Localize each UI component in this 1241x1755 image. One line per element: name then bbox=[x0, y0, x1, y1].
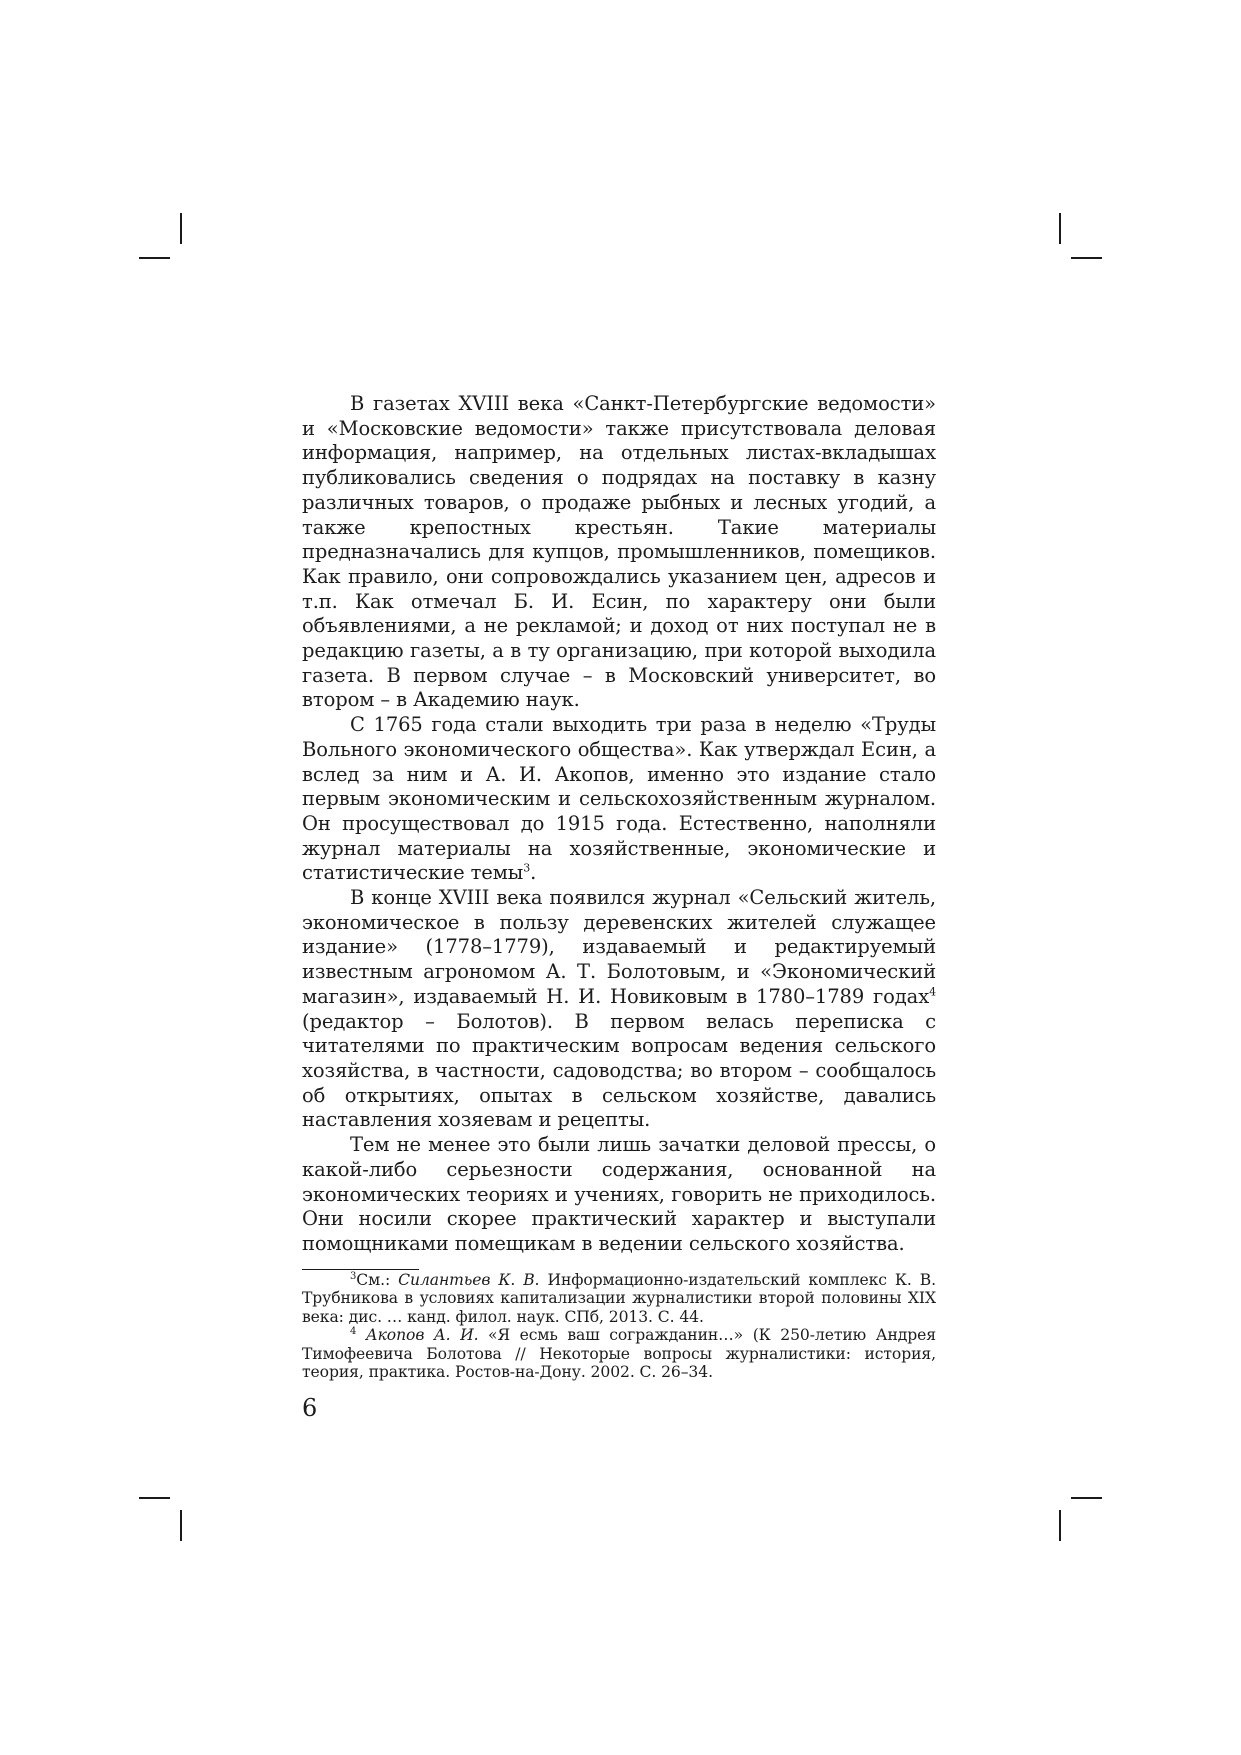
text-block bbox=[302, 392, 936, 1382]
crop-mark-bottom-right-horizontal bbox=[1071, 1497, 1102, 1499]
footnote-4-author: Акопов А. И. bbox=[365, 1326, 479, 1345]
paragraph-1: В газетах XVIII века «Санкт-Петербургские ведомости» и «Московские ведомости» также присутствовала деловая информация, например, на отдельных листах-вкладышах публиковались сведения о подрядах на поставку в казну различных товаров, о продаже рыбных и лесных угодий, а также крепостных крестьян. Такие материалы предназначались для купцов, промышленников, помещиков. Как правило, они сопровождались указанием цен, адресов и т.п. Как отмечал Б. И. Есин, по характеру они были объявлениями, а не рекламой; и доход от них поступал не в редакцию газеты, а в ту организацию, при которой выходила газета. В первом случае – в Московский университет, во втором – в Академию наук. bbox=[302, 392, 936, 712]
crop-mark-bottom-right-vertical bbox=[1059, 1510, 1061, 1541]
paragraph-2-tail: . bbox=[530, 861, 537, 885]
footnote-3-prefix: См.: bbox=[356, 1270, 399, 1289]
crop-mark-top-left-horizontal bbox=[139, 257, 170, 259]
paragraph-3-text: В конце XVIII века появился журнал «Сельский житель, экономическое в пользу деревенских жителей служащее издание» (1778–1779), издаваемый и редактируемый известным агрономом А. Т. Болотовым, и «Экономический магазин», издаваемый Н. И. Новиковым в 1780–1789 годах bbox=[302, 886, 936, 1008]
footnote-3-text: Информационно-издательский комплекс К. В. Трубникова в условиях капитализации журналистики второй половины XIX века: дис. … канд. филол. наук. СПб, 2013. С. 44. bbox=[302, 1270, 936, 1326]
paragraph-2 bbox=[302, 713, 936, 886]
footnote-ref-3: 3 bbox=[523, 861, 531, 875]
paragraph-3 bbox=[302, 886, 936, 1133]
crop-mark-top-left-vertical bbox=[180, 213, 182, 244]
footnote-ref-4: 4 bbox=[929, 985, 936, 999]
crop-mark-bottom-left-horizontal bbox=[139, 1497, 170, 1499]
footnote-3-marker: 3 bbox=[350, 1270, 357, 1282]
footnote-4 bbox=[302, 1326, 936, 1382]
footnote-4-text: «Я есмь ваш согражданин…» (К 250-летию Андрея Тимофеевича Болотова // Некоторые вопросы журналистики: история, теория, практика. Ростов-на-Дону. 2002. С. 26–34. bbox=[302, 1326, 936, 1382]
footnotes bbox=[302, 1271, 936, 1382]
footnote-3-author: Силантьев К. В. bbox=[398, 1270, 540, 1289]
crop-mark-bottom-left-vertical bbox=[180, 1510, 182, 1541]
footnote-4-marker: 4 bbox=[350, 1325, 357, 1337]
paragraph-3-tail: (редактор – Болотов). В первом велась переписка с читателями по практическим вопросам ведения сельского хозяйства, в частности, садоводства; во втором – сообщалось об открытиях, опытах в сельском хозяйстве, давались наставления хозяевам и рецепты. bbox=[302, 1009, 936, 1132]
crop-mark-top-right-horizontal bbox=[1071, 257, 1102, 259]
body-text bbox=[302, 392, 936, 1257]
paragraph-2-text: С 1765 года стали выходить три раза в неделю «Труды Вольного экономического общества». Как утверждал Есин, а вслед за ним и А. И. Акопов, именно это издание стало первым экономическим и сельскохозяйственным журналом. Он просуществовал до 1915 года. Естественно, наполняли журнал материалы на хозяйственные, экономические и статистические темы bbox=[302, 713, 936, 885]
paragraph-4: Тем не менее это были лишь зачатки деловой прессы, о какой-либо серьезности содержания, основанной на экономических теориях и учениях, говорить не приходилось. Они носили скорее практический характер и выступали помощниками помещикам в ведении сельского хозяйства. bbox=[302, 1133, 936, 1255]
page-number: 6 bbox=[302, 1394, 318, 1422]
footnote-divider bbox=[302, 1269, 419, 1270]
crop-mark-top-right-vertical bbox=[1059, 213, 1061, 244]
footnote-3 bbox=[302, 1271, 936, 1327]
